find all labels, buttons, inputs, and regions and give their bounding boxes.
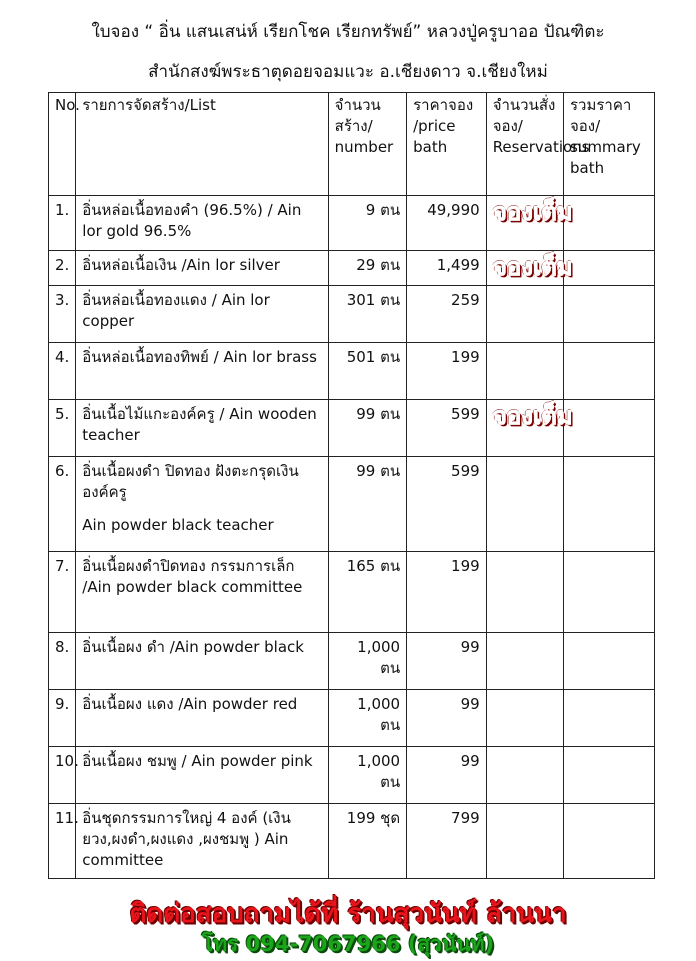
row-reservation bbox=[486, 457, 563, 552]
row-price: 99 bbox=[407, 690, 487, 747]
row-summary bbox=[564, 690, 655, 747]
row-number: 1,000 ตน bbox=[328, 633, 406, 690]
row-no: 5. bbox=[49, 400, 76, 457]
row-number: 99 ตน bbox=[328, 457, 406, 552]
row-number: 29 ตน bbox=[328, 251, 406, 286]
row-reservation bbox=[486, 690, 563, 747]
row-no: 3. bbox=[49, 286, 76, 343]
row-price: 259 bbox=[407, 286, 487, 343]
row-number: 99 ตน bbox=[328, 400, 406, 457]
row-reservation bbox=[486, 552, 563, 633]
row-list-item bbox=[76, 804, 328, 879]
table-header-row bbox=[49, 93, 655, 196]
row-reservation bbox=[486, 747, 563, 804]
row-list-text: อิ่นเนื้อผง ดำ /Ain powder black bbox=[82, 638, 304, 656]
row-list-text: อิ่นเนื้อผงดำ ปิดทอง ฝังตะกรุดเงิน องค์ครู bbox=[82, 462, 299, 501]
header-no: No. bbox=[49, 93, 76, 196]
row-reservation bbox=[486, 251, 573, 286]
row-no: 8. bbox=[49, 633, 76, 690]
row-price: 599 bbox=[407, 400, 487, 457]
table-row bbox=[49, 286, 655, 343]
row-reservation bbox=[486, 196, 573, 251]
row-list-text: อิ่นหล่อเนื้อทองแดง / Ain lor copper bbox=[82, 291, 270, 330]
row-reservation bbox=[486, 633, 563, 690]
row-list-note: Ain powder black teacher bbox=[82, 516, 274, 534]
header-price: ราคาจอง /price bath bbox=[407, 93, 487, 196]
row-price: 99 bbox=[407, 747, 487, 804]
table-row bbox=[49, 251, 655, 286]
row-no: 9. bbox=[49, 690, 76, 747]
row-price: 1,499 bbox=[407, 251, 487, 286]
row-summary bbox=[564, 343, 655, 400]
row-no: 1. bbox=[49, 196, 76, 251]
row-price: 599 bbox=[407, 457, 487, 552]
row-reservation bbox=[486, 343, 563, 400]
table-row bbox=[49, 747, 655, 804]
row-summary bbox=[564, 196, 655, 251]
row-list-item bbox=[76, 400, 328, 457]
row-list-item bbox=[76, 196, 328, 251]
row-list-item bbox=[76, 633, 328, 690]
row-number: 1,000 ตน bbox=[328, 690, 406, 747]
header-reservations: จำนวนสั่งจอง/ Reservations bbox=[486, 93, 563, 196]
row-price: 799 bbox=[407, 804, 487, 879]
row-no: 4. bbox=[49, 343, 76, 400]
row-list-text: อิ่นเนื้อผงดำปิดทอง กรรมการเล็ก /Ain powder black committee bbox=[82, 557, 303, 596]
row-list-item bbox=[76, 747, 328, 804]
form-title: ใบจอง “ อิ่น แสนเสน่ห์ เรียกโชค เรียกทรัพย์” หลวงปู่ครูบาออ ปัณฑิตะ bbox=[91, 22, 605, 42]
fully-booked-stamp: จองเต็ม bbox=[492, 402, 573, 430]
row-summary bbox=[564, 400, 655, 457]
row-number: 165 ตน bbox=[328, 552, 406, 633]
row-number: 301 ตน bbox=[328, 286, 406, 343]
row-no: 2. bbox=[49, 251, 76, 286]
row-list-item bbox=[76, 457, 328, 552]
table-row bbox=[49, 343, 655, 400]
row-reservation bbox=[486, 286, 563, 343]
phone-line: โทร 094-7067966 (สุวนันท์) bbox=[201, 932, 495, 956]
row-no: 11. bbox=[49, 804, 76, 879]
row-price: 99 bbox=[407, 633, 487, 690]
row-summary bbox=[564, 633, 655, 690]
row-list-text: อิ่นชุดกรรมการใหญ่ 4 องค์ (เงินยวง,ผงดำ,ผงแดง ,ผงชมพู ) Ain committee bbox=[82, 809, 291, 869]
temple-location: สำนักสงฆ์พระธาตุดอยจอมแวะ อ.เชียงดาว จ.เชียงใหม่ bbox=[148, 62, 548, 82]
order-table bbox=[48, 92, 655, 879]
table-row bbox=[49, 552, 655, 633]
header-number: จำนวนสร้าง/ number bbox=[328, 93, 406, 196]
header-summary: รวมราคาจอง/ summary bath bbox=[564, 93, 655, 196]
table-row bbox=[49, 196, 655, 251]
row-number: 199 ชุด bbox=[328, 804, 406, 879]
table-row bbox=[49, 400, 655, 457]
row-summary bbox=[564, 286, 655, 343]
row-price: 199 bbox=[407, 343, 487, 400]
row-no: 7. bbox=[49, 552, 76, 633]
row-list-item bbox=[76, 286, 328, 343]
row-reservation bbox=[486, 400, 573, 457]
row-list-item bbox=[76, 552, 328, 633]
row-summary bbox=[564, 552, 655, 633]
row-no: 10. bbox=[49, 747, 76, 804]
header-list: รายการจัดสร้าง/List bbox=[76, 93, 328, 196]
row-list-text: อิ่นหล่อเนื้อเงิน /Ain lor silver bbox=[82, 256, 280, 274]
row-reservation bbox=[486, 804, 563, 879]
table-row bbox=[49, 804, 655, 879]
row-list-text: อิ่นเนื้อผง ชมพู / Ain powder pink bbox=[82, 752, 313, 770]
row-list-text: อิ่นหล่อเนื้อทองทิพย์ / Ain lor brass bbox=[82, 348, 317, 366]
row-list-text: อิ่นเนื้อไม้แกะองค์ครู / Ain wooden teacher bbox=[82, 405, 317, 444]
table-row bbox=[49, 690, 655, 747]
table-row bbox=[49, 633, 655, 690]
row-summary bbox=[564, 251, 655, 286]
row-no: 6. bbox=[49, 457, 76, 552]
row-price: 49,990 bbox=[407, 196, 487, 251]
row-price: 199 bbox=[407, 552, 487, 633]
row-list-text: อิ่นหล่อเนื้อทองคำ (96.5%) / Ain lor gold 96.5% bbox=[82, 201, 302, 240]
fully-booked-stamp: จองเต็ม bbox=[492, 253, 573, 281]
row-list-item bbox=[76, 343, 328, 400]
row-number: 9 ตน bbox=[328, 196, 406, 251]
row-summary bbox=[564, 747, 655, 804]
row-list-item bbox=[76, 251, 328, 286]
row-number: 501 ตน bbox=[328, 343, 406, 400]
fully-booked-stamp: จองเต็ม bbox=[492, 198, 573, 226]
table-row bbox=[49, 457, 655, 552]
row-list-item bbox=[76, 690, 328, 747]
row-list-text: อิ่นเนื้อผง แดง /Ain powder red bbox=[82, 695, 298, 713]
row-number: 1,000 ตน bbox=[328, 747, 406, 804]
row-summary bbox=[564, 457, 655, 552]
row-summary bbox=[564, 804, 655, 879]
contact-line: ติดต่อสอบถามได้ที่ ร้านสุวนันท์ ล้านนา bbox=[129, 899, 567, 929]
